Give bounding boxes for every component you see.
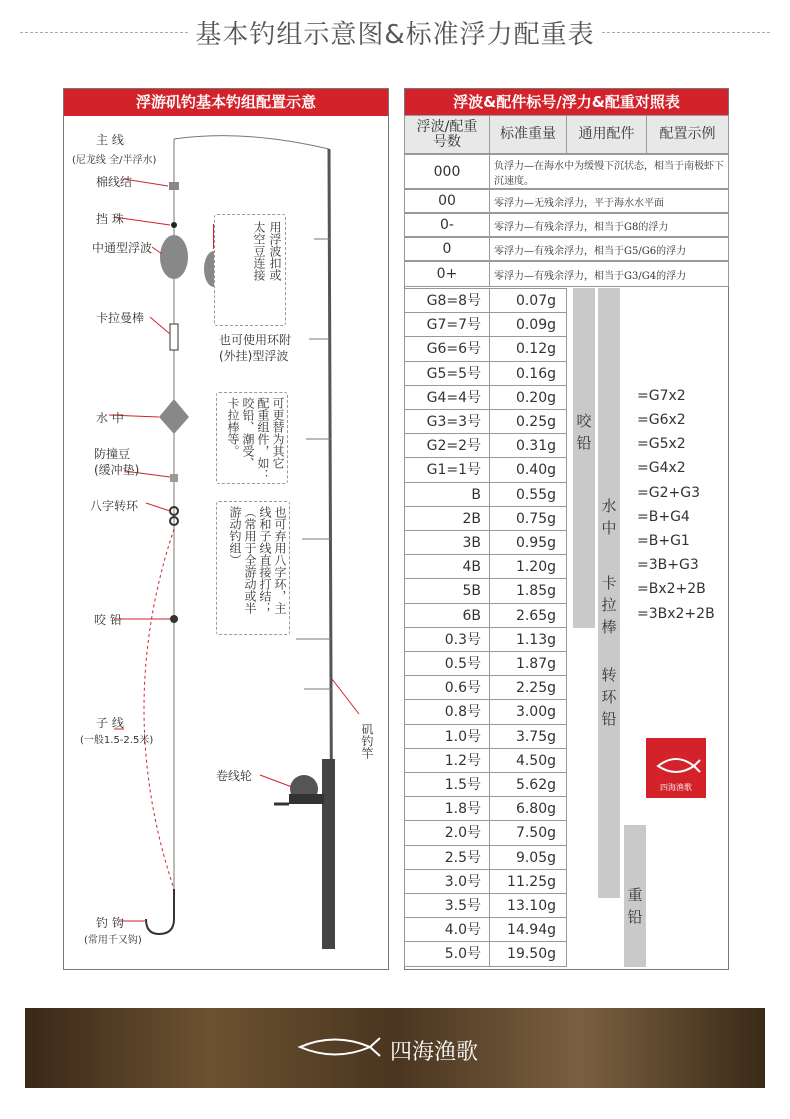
row-code: G6=6号 xyxy=(404,336,490,361)
row-code: 1.2号 xyxy=(404,748,490,773)
row-weight: 0.31g xyxy=(489,433,567,458)
special-row-note: 负浮力—在海水中为缓慢下沉状态，相当于南极虾下沉速度。 xyxy=(489,154,729,189)
row-weight: 11.25g xyxy=(489,869,567,894)
row-code: 5.0号 xyxy=(404,941,490,966)
row-code: 4B xyxy=(404,554,490,579)
config-example: =Bx2+2B xyxy=(637,581,706,598)
row-weight: 1.87g xyxy=(489,651,567,676)
bite-sinker-bar xyxy=(573,288,595,628)
row-weight: 6.80g xyxy=(489,796,567,821)
row-weight: 0.75g xyxy=(489,506,567,531)
row-code: 0.5号 xyxy=(404,651,490,676)
float-connector-box xyxy=(214,214,286,326)
special-row-note: 零浮力—无残余浮力，平于海水水平面 xyxy=(489,189,729,213)
special-row-code: 00 xyxy=(404,189,490,213)
float-connector-text-2: 太空豆连接 xyxy=(252,221,266,281)
ring-float-note-2: (外挂)型浮波 xyxy=(219,349,289,363)
row-weight: 0.20g xyxy=(489,385,567,410)
row-weight: 19.50g xyxy=(489,941,567,966)
row-weight: 0.95g xyxy=(489,530,567,555)
row-weight: 9.05g xyxy=(489,845,567,870)
buoyancy-table-header: 浮波&配件标号/浮力&配重对照表 xyxy=(405,89,728,116)
row-code: 0.3号 xyxy=(404,627,490,652)
config-example: =G4x2 xyxy=(637,460,686,477)
row-weight: 13.10g xyxy=(489,893,567,918)
col-header-example: 配置示例 xyxy=(646,115,729,154)
float-label: 中通型浮波 xyxy=(92,241,153,255)
row-weight: 1.85g xyxy=(489,578,567,603)
special-row-note: 零浮力—有残余浮力，相当于G5/G6的浮力 xyxy=(489,237,729,261)
row-weight: 0.07g xyxy=(489,288,567,313)
col-header-accessory: 通用配件 xyxy=(566,115,647,154)
row-code: 2.0号 xyxy=(404,820,490,845)
ring-float-note-1: 也可使用环附 xyxy=(219,333,292,347)
reel-label: 卷线轮 xyxy=(216,769,253,783)
swivel-note-text-1: 也可弃用八字环，主 xyxy=(273,506,287,614)
water-middle-label: 水 中 xyxy=(96,411,124,425)
row-weight: 0.25g xyxy=(489,409,567,434)
bumper-note: (缓冲垫) xyxy=(94,463,140,477)
title-divider-right xyxy=(602,32,770,33)
title-divider-left xyxy=(20,32,188,33)
heavy-sinker-bar-label: 重铅 xyxy=(627,886,643,926)
row-code: G3=3号 xyxy=(404,409,490,434)
hook-label: 钓 钩 xyxy=(96,916,124,930)
hook-note: (常用千又钩) xyxy=(84,935,142,946)
row-code: 1.0号 xyxy=(404,724,490,749)
row-code: 6B xyxy=(404,603,490,628)
row-code: 5B xyxy=(404,578,490,603)
row-code: 1.5号 xyxy=(404,772,490,797)
row-weight: 2.25g xyxy=(489,675,567,700)
config-example: =G5x2 xyxy=(637,436,686,453)
water-middle-bar-label: 水中 xyxy=(601,497,617,537)
float-connector-text-1: 用浮波扣或 xyxy=(268,221,282,281)
row-code: B xyxy=(404,482,490,507)
swivel-note-text-2: 线和子线直接打结； xyxy=(258,506,272,614)
row-code: G5=5号 xyxy=(404,361,490,386)
col-header-code: 浮波/配重号数 xyxy=(404,115,490,154)
swivel-note-text-3: （常用于全游动或半 xyxy=(243,506,257,614)
sinker-replace-text-4: 卡拉棒等。 xyxy=(226,397,240,457)
sinker-replace-box xyxy=(216,392,288,484)
carabiner-bar-label: 卡拉棒 xyxy=(601,574,617,636)
special-row-code: 0+ xyxy=(404,261,490,287)
carabiner-rod-label: 卡拉曼棒 xyxy=(96,311,145,325)
row-weight: 0.40g xyxy=(489,457,567,482)
config-example: =G6x2 xyxy=(637,412,686,428)
row-weight: 3.75g xyxy=(489,724,567,749)
row-code: G1=1号 xyxy=(404,457,490,482)
main-line-note: (尼龙线 全/半浮水) xyxy=(72,155,157,166)
row-code: 0.6号 xyxy=(404,675,490,700)
bite-sinker-bar-text: 咬铅 xyxy=(576,412,592,452)
row-weight: 1.20g xyxy=(489,554,567,579)
row-weight: 5.62g xyxy=(489,772,567,797)
sinker-replace-text-2: 配重组件，如： xyxy=(256,397,270,481)
row-weight: 0.55g xyxy=(489,482,567,507)
row-weight: 4.50g xyxy=(489,748,567,773)
leader-label: 子 线 xyxy=(96,716,124,730)
row-code: 3.5号 xyxy=(404,893,490,918)
row-weight: 7.50g xyxy=(489,820,567,845)
row-weight: 3.00g xyxy=(489,699,567,724)
page-title: 基本钓组示意图&标准浮力配重表 xyxy=(195,20,595,50)
special-row-note: 零浮力—有残余浮力，相当于G8的浮力 xyxy=(489,213,729,237)
rig-diagram-header: 浮游矶钓基本钓组配置示意 xyxy=(64,89,388,116)
col-header-weight: 标准重量 xyxy=(489,115,567,154)
rig-diagram-panel xyxy=(63,88,389,970)
row-code: G7=7号 xyxy=(404,312,490,337)
row-weight: 0.16g xyxy=(489,361,567,386)
row-weight: 0.12g xyxy=(489,336,567,361)
bumper-bead-label: 防撞豆 xyxy=(94,447,131,461)
logo-text: 四海渔歌 xyxy=(660,783,692,792)
rod-label: 矶钓竿 xyxy=(360,723,374,759)
special-row-code: 0- xyxy=(404,213,490,237)
row-code: 3B xyxy=(404,530,490,555)
brand-logo-icon xyxy=(646,738,706,798)
config-example: =G2+G3 xyxy=(637,484,700,501)
main-line-label: 主 线 xyxy=(96,133,124,147)
stopper-bead-label: 挡 珠 xyxy=(96,212,124,226)
config-example: =3Bx2+2B xyxy=(637,605,715,622)
footer-fish-icon xyxy=(295,1032,385,1062)
special-row-code: 000 xyxy=(404,154,490,189)
row-code: 0.8号 xyxy=(404,699,490,724)
row-weight: 14.94g xyxy=(489,917,567,942)
row-weight: 0.09g xyxy=(489,312,567,337)
row-code: G8=8号 xyxy=(404,288,490,313)
swivel-note-text-4: 游动钓组） xyxy=(228,506,242,566)
row-code: 3.0号 xyxy=(404,869,490,894)
bite-sinker-label: 咬 铅 xyxy=(94,613,122,627)
leader-note: (一般1.5-2.5米) xyxy=(80,735,154,746)
row-weight: 2.65g xyxy=(489,603,567,628)
row-code: 2.5号 xyxy=(404,845,490,870)
row-code: G4=4号 xyxy=(404,385,490,410)
sinker-replace-text-1: 可更替为其它 xyxy=(271,397,285,469)
row-code: 2B xyxy=(404,506,490,531)
row-weight: 1.13g xyxy=(489,627,567,652)
swivel-label: 八字转环 xyxy=(90,499,139,513)
row-code: G2=2号 xyxy=(404,433,490,458)
sinker-replace-text-3: 咬铅、潮受、 xyxy=(241,397,255,469)
config-example: =3B+G3 xyxy=(637,557,699,574)
special-row-note: 零浮力—有残余浮力，相当于G3/G4的浮力 xyxy=(489,261,729,287)
swivel-sinker-bar-label: 转环铅 xyxy=(601,666,617,728)
row-code: 4.0号 xyxy=(404,917,490,942)
bite-sinker-bar-label xyxy=(573,410,595,454)
special-row-code: 0 xyxy=(404,237,490,261)
config-example: =B+G4 xyxy=(637,508,690,525)
swivel-note-box xyxy=(216,501,290,635)
row-code: 1.8号 xyxy=(404,796,490,821)
config-example: =G7x2 xyxy=(637,387,686,404)
cotton-knot-label: 棉线结 xyxy=(96,175,133,189)
footer-brand: 四海渔歌 xyxy=(390,1040,479,1065)
config-example: =B+G1 xyxy=(637,533,690,549)
